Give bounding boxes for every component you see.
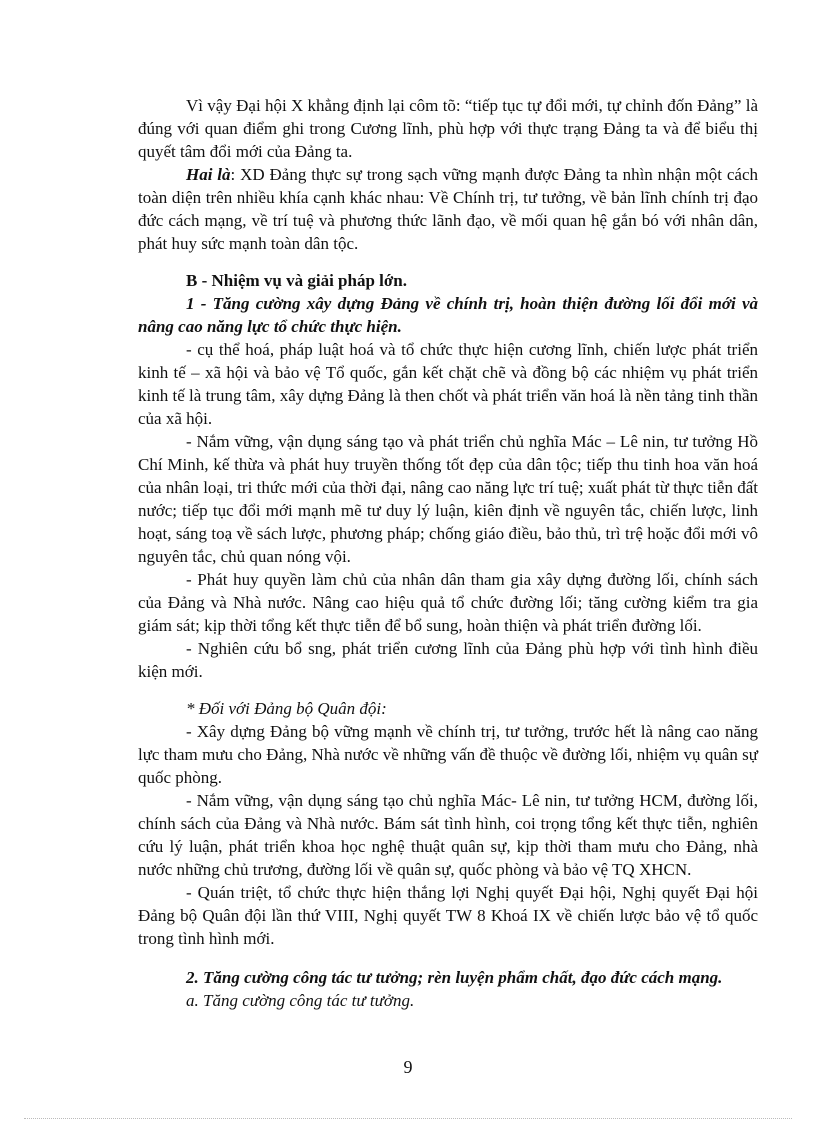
list-item: - Phát huy quyền làm chủ của nhân dân tham gia xây dựng đường lối, chính sách của Đảng và Nhà nước. Nâng cao hiệu quả tổ chức đường lối; tăng cường kiểm tra gia giám sát; kịp thời tổng kết thực tiễn để bổ sung, hoàn thiện và phát triển đường lối. bbox=[138, 570, 758, 635]
footer-divider bbox=[24, 1118, 792, 1119]
list-item: - Xây dựng Đảng bộ vững mạnh về chính trị, tư tưởng, trước hết là nâng cao năng lực tham mưu cho Đảng, Nhà nước về những vấn đề thuộc về đường lối, nhiệm vụ quân sự quốc phòng. bbox=[138, 722, 758, 787]
list-item: - Nghiên cứu bổ sng, phát triển cương lĩnh của Đảng phù hợp với tình hình điều kiện mới. bbox=[138, 639, 758, 681]
page-number: 9 bbox=[403, 1057, 413, 1077]
list-item: - Nắm vững, vận dụng sáng tạo và phát triển chủ nghĩa Mác – Lê nin, tư tưởng Hồ Chí Minh, kế thừa và phát huy truyền thống tốt đẹp của dân tộc; tiếp thu tinh hoa văn hoá của nhân loại, tri thức mới của thời đại, nâng cao năng lực trí tuệ; xuất phát từ thực tiễn đất nước; tiếp tục đổi mới mạnh mẽ tư duy lý luận, kiên định về nguyên tắc, chiến lược, linh hoạt, sáng toạ về sách lược, phương pháp; chống giáo điều, bảo thủ, trì trệ hoặc đổi mới vô nguyên tắc, chủ quan nóng vội. bbox=[138, 432, 758, 566]
paragraph-congress-affirmation: Vì vậy Đại hội X khẳng định lại côm tõ: “tiếp tục tự đổi mới, tự chỉnh đốn Đảng” là đúng với quan điểm ghi trong Cương lĩnh, phù hợp với thực trạng Đảng ta và để biểu thị quyết tâm đổi mới của Đảng ta. bbox=[138, 96, 758, 161]
list-item: - cụ thể hoá, pháp luật hoá và tổ chức thực hiện cương lĩnh, chiến lược phát triển kinh tế – xã hội và bảo vệ Tổ quốc, gắn kết chặt chẽ và đồng bộ các nhiệm vụ phát triển kinh tế là trung tâm, xây dựng Đảng là then chốt và phát triển văn hoá là nền tảng tinh thần của xã hội. bbox=[138, 340, 758, 428]
subsection-2-heading: 2. Tăng cường công tác tư tưởng; rèn luyện phẩm chất, đạo đức cách mạng. bbox=[186, 968, 723, 987]
subsection-1-heading: 1 - Tăng cường xây dựng Đảng về chính trị, hoàn thiện đường lối đổi mới và nâng cao năng lực tổ chức thực hiện. bbox=[138, 294, 758, 336]
army-heading: * Đối với Đảng bộ Quân đội: bbox=[186, 699, 387, 718]
spacer bbox=[138, 950, 758, 966]
spacer bbox=[138, 683, 758, 697]
section-b-heading: B - Nhiệm vụ và giải pháp lớn. bbox=[186, 271, 408, 290]
paragraph-second-point bbox=[138, 163, 758, 255]
spacer bbox=[138, 255, 758, 269]
list-item: - Nắm vững, vận dụng sáng tạo chủ nghĩa Mác- Lê nin, tư tưởng HCM, đường lối, chính sách của Đảng và Nhà nước. Bám sát tình hình, coi trọng tổng kết thực tiễn, nghiên cứu lý luận, phát triển khoa học nghệ thuật quân sự, kịp thời tham mưu cho Đảng, nhà nước những chủ trương, đường lối về quân sự, quốc phòng và bảo vệ TQ XHCN. bbox=[138, 791, 758, 879]
paragraph-body: : XD Đảng thực sự trong sạch vững mạnh được Đảng ta nhìn nhận một cách toàn diện trên nhiều khía cạnh khác nhau: Về Chính trị, tư tưởng, về bản lĩnh chính trị đạo đức cách mạng, về trí tuệ và phương thức lãnh đạo, về mối quan hệ gắn bó với nhân dân, phát huy sức mạnh toàn dân tộc. bbox=[138, 165, 758, 253]
subsection-2a-heading: a. Tăng cường công tác tư tưởng. bbox=[186, 991, 415, 1010]
paragraph-lead-label: Hai là bbox=[186, 165, 231, 184]
list-item: - Quán triệt, tổ chức thực hiện thắng lợi Nghị quyết Đại hội, Nghị quyết Đại hội Đảng bộ Quân đội lần thứ VIII, Nghị quyết TW 8 Khoá IX về chiến lược bảo vệ tổ quốc trong tình hình mới. bbox=[138, 883, 758, 948]
page-content bbox=[138, 94, 758, 1012]
